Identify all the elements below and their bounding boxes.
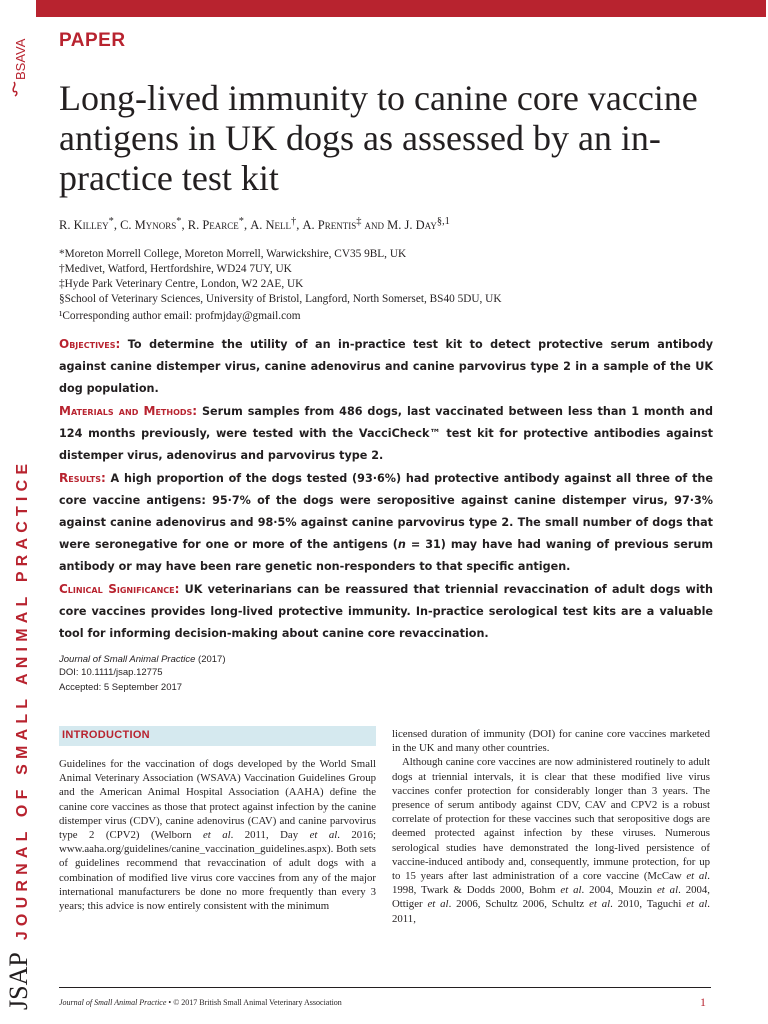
paragraph: licensed duration of immunity (DOI) for canine core vaccines marketed in the UK and many other countries. [392,728,710,755]
article-title: Long-lived immunity to canine core vaccine antigens in UK dogs as assessed by an in-practice test kit [59,78,698,198]
affiliation: ‡Hyde Park Veterinary Centre, London, W2 2AE, UK [59,278,304,290]
citation-doi[interactable]: DOI: 10.1111/jsap.12775 [59,666,163,678]
section-heading-introduction: INTRODUCTION [62,729,150,741]
affiliation: §School of Veterinary Sciences, University of Bristol, Langford, North Somerset, BS40 5DU, UK [59,293,502,305]
affiliation: *Moreton Morrell College, Moreton Morrell, Warwickshire, CV35 9BL, UK [59,248,407,260]
abstract-results: Results: A high proportion of the dogs tested (93·6%) had protective antibody against all three of the core vaccine antigens: 95·7% of the dogs were seropositive against canine distemper virus, 97·3% against canine adenovirus and 98·5% against canine parvovirus type 2. The small number of dogs that were seronegative for one or more of the antigens (n = 31) may have had waning of previous serum antibody or may have been rare genetic non-responders to that specific antigen. [59,471,713,573]
paragraph: Although canine core vaccines are now administered routinely to adult dogs at triennial intervals, it is clear that these modified live virus vaccines confer protection for considerably longer than 3 years. The presence of serum antibody against CDV, CAV and CPV2 is a robust correlate of protection for these vaccines such that seropositive dogs are deemed protected against infection by these viruses. Numerous serological studies have demonstrated the long-lived persistence of vaccine-induced antibody and, consequently, immune protection, for up to 15 years after last administration of a core vaccine (McCaw et al. 1998, Twark & Dodds 2000, Bohm et al. 2004, Mouzin et al. 2004, Ottiger et al. 2006, Schultz 2006, Schultz et al. 2010, Taguchi et al. 2011, [392,756,710,925]
corresponding-author: ¹Corresponding author email: profmjday@gmail.com [59,310,301,322]
footer-divider [59,987,711,988]
citation-block: Journal of Small Animal Practice (2017) DOI: 10.1111/jsap.12775 [59,654,226,678]
sidebar [0,0,36,1024]
body-column-left [59,757,376,913]
affiliations [59,247,502,307]
body-column-right [392,727,710,926]
citation-journal: Journal of Small Animal Practice [59,654,196,665]
top-accent-bar [36,0,766,17]
bsava-logo [9,30,31,100]
affiliation: †Medivet, Watford, Hertfordshire, WD24 7UY, UK [59,263,292,275]
author-list: R. Killey*, C. Mynors*, R. Pearce*, A. Nell†, A. Prentis‡ and M. J. Day$^{\S,1}$ [59,216,450,233]
footer-text: Journal of Small Animal Practice • © 2017 British Small Animal Veterinary Association [59,998,342,1007]
paragraph: Guidelines for the vaccination of dogs developed by the World Small Animal Veterinary Association (WSAVA) Vaccination Guidelines Group and the American Animal Hospital Association (AAHA) define the canine core vaccines as those that protect against infection by the canine distemper virus (CDV), canine adenovirus (CAV) and canine parvovirus type 2 (CPV2) (Welborn et al. 2011, Day et al. 2016; www.aaha.org/guidelines/canine_vaccination_guidelines.aspx). Both sets of guidelines recommend that revaccination of adult dogs with a combination of modified live virus core vaccines from any of the major international manufacturers be done no more frequently than every 3 years; this advice is now entirely consistent with the minimum [59,758,376,913]
abstract-significance: Clinical Significance: UK veterinarians can be reassured that triennial revaccination of adult dogs with core vaccines provides long-lived protective immunity. In-practice serological test kits are a valuable tool for informing decision-making about canine core revaccination. [59,582,713,640]
svg-text:BSAVA: BSAVA [13,38,28,80]
abstract-objectives: Objectives: To determine the utility of an in-practice test kit to detect protective serum antibody against canine distemper virus, canine adenovirus and canine parvovirus type 2 in a sample of the UK dog population. [59,337,714,395]
jsap-logo: JSAP [4,952,33,1010]
accepted-date: Accepted: 5 September 2017 [59,682,183,693]
paper-label: PAPER [59,30,126,51]
page-number: 1 [700,995,706,1009]
abstract-methods: Materials and Methods: Serum samples from 486 dogs, last vaccinated between less than 1 month and 124 months previously, were tested with the VacciCheck™ test kit for protective antibodies against distemper virus, adenovirus and parvovirus type 2. [59,404,713,462]
abstract [59,333,713,645]
journal-name-vertical: JOURNAL OF SMALL ANIMAL PRACTICE [14,458,31,941]
journal-vertical-banner [4,459,34,1010]
